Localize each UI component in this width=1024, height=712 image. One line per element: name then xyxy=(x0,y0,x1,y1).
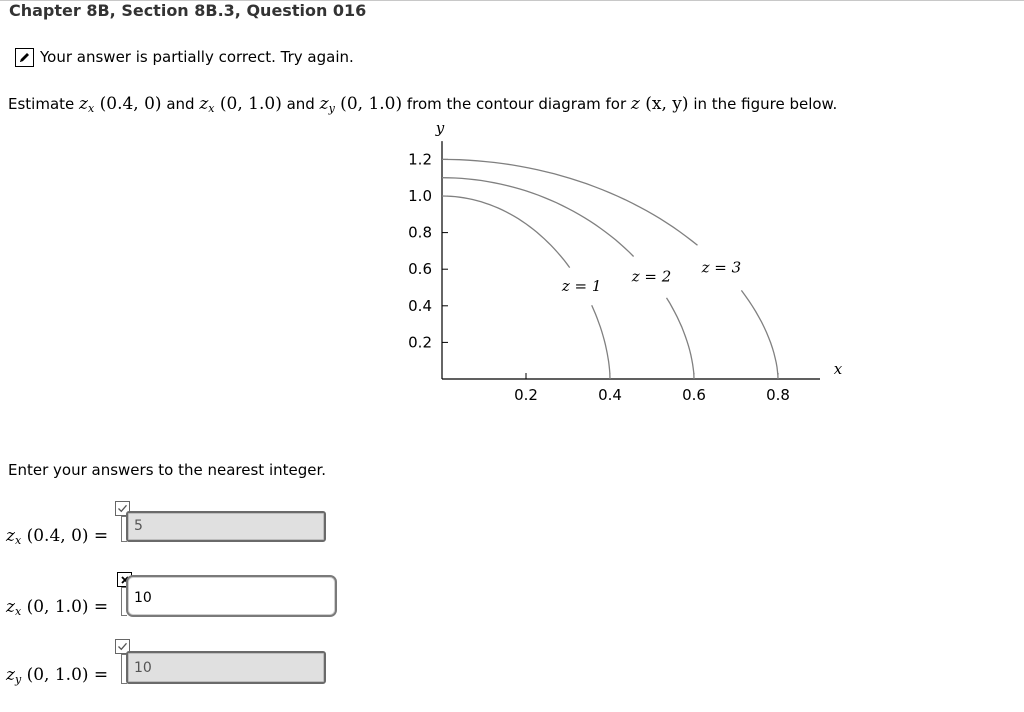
x-tick-label: 0.2 xyxy=(514,386,538,404)
pencil-icon xyxy=(15,48,34,67)
x-tick-label: 0.6 xyxy=(682,386,706,404)
status-message xyxy=(15,46,354,68)
y-tick-label: 0.4 xyxy=(408,296,432,315)
x-tick-label: 0.8 xyxy=(766,386,790,404)
instructions-text: Enter your answers to the nearest integer. xyxy=(8,461,327,479)
contour-diagram xyxy=(388,119,843,415)
contour-line-z2 xyxy=(442,178,634,257)
answer-label: zx (0, 1.0) = xyxy=(6,597,109,618)
contour-line-z3 xyxy=(442,159,698,245)
contour-label: z = 2 xyxy=(631,267,672,286)
answer-input-zx-0-10[interactable]: 10 xyxy=(126,575,337,617)
contour-label: z = 3 xyxy=(701,258,742,277)
y-tick-label: 1.2 xyxy=(408,150,432,169)
y-axis-label: y xyxy=(435,119,445,138)
x-axis-label: x xyxy=(833,360,843,378)
status-text: Your answer is partially correct. Try again. xyxy=(40,48,354,66)
answer-input-zy-0-10[interactable]: 10 xyxy=(126,651,326,684)
answer-label: zx (0.4, 0) = xyxy=(6,526,109,547)
contour-line-z2-lower xyxy=(667,298,695,379)
contour-line-z3-lower xyxy=(741,290,778,379)
question-text: Estimate zx (0.4, 0) and zx (0, 1.0) and zy (0, 1.0) from the contour diagram for z (x, y) in the figure below. xyxy=(8,94,838,115)
y-tick-label: 0.6 xyxy=(408,260,432,279)
answer-label: zy (0, 1.0) = xyxy=(6,665,109,686)
contour-label: z = 1 xyxy=(561,276,602,295)
contour-line-z1 xyxy=(442,196,570,268)
answer-input-zx-04-0[interactable]: 5 xyxy=(126,511,326,542)
y-tick-label: 1.0 xyxy=(408,187,432,205)
y-tick-label: 0.8 xyxy=(408,223,432,242)
page-title: Chapter 8B, Section 8B.3, Question 016 xyxy=(9,1,367,20)
contour-line-z1-lower xyxy=(592,305,610,379)
x-tick-label: 0.4 xyxy=(598,386,622,404)
y-tick-label: 0.2 xyxy=(408,333,432,352)
